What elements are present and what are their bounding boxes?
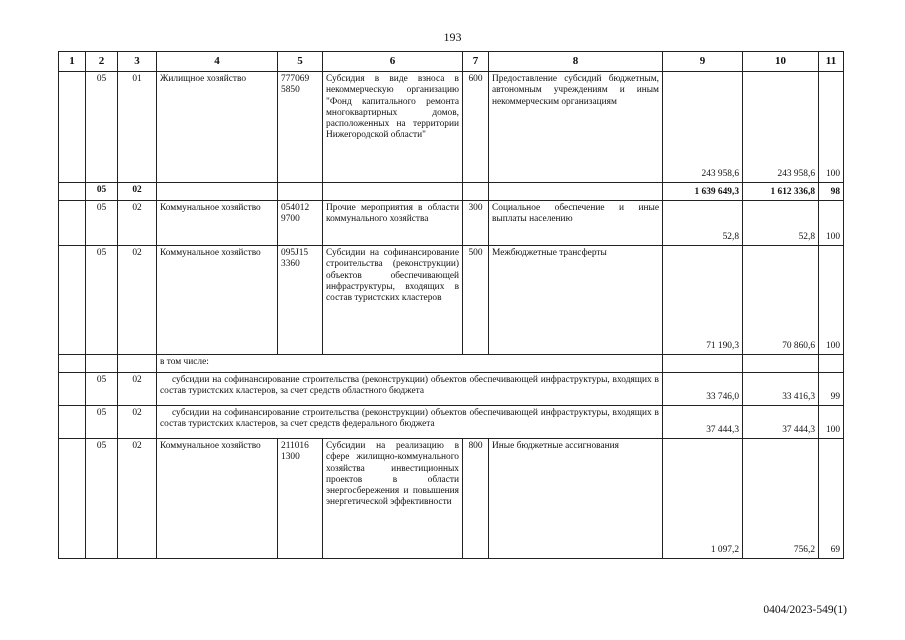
- planned-amount: 71 190,3: [663, 246, 743, 355]
- actual-amount: 70 860,6: [743, 246, 819, 355]
- planned-amount: 1 639 649,3: [663, 183, 743, 201]
- header-cell: 11: [819, 52, 844, 72]
- expense-type-code: 300: [463, 201, 489, 246]
- actual-amount: 37 444,3: [743, 406, 819, 439]
- subsidy-description: субсидии на софинансирование строительства (реконструкции) объектов обеспечивающей инфраструктуры, входящих в состав туристских кластеров, за счет средств областного бюджета: [157, 373, 663, 406]
- subsection-code: 02: [118, 406, 157, 439]
- target-article: 095J15 3360: [278, 246, 323, 355]
- header-cell: 10: [743, 52, 819, 72]
- expense-type-code: 500: [463, 246, 489, 355]
- expense-type-code: 800: [463, 439, 489, 559]
- subsection-code: 01: [118, 72, 157, 183]
- expense-type-code: 600: [463, 72, 489, 183]
- header-cell: 5: [278, 52, 323, 72]
- table-row: [59, 246, 844, 355]
- document-code: 0404/2023-549(1): [763, 604, 847, 616]
- header-cell: 7: [463, 52, 489, 72]
- table-row: [59, 439, 844, 559]
- expense-type-name: Иные бюджетные ассигнования: [489, 439, 663, 559]
- table-row-subtotal: [59, 183, 844, 201]
- actual-amount: 52,8: [743, 201, 819, 246]
- section-code: 05: [86, 201, 118, 246]
- execution-percent: 100: [819, 246, 844, 355]
- planned-amount: 33 746,0: [663, 373, 743, 406]
- target-article: 054012 9700: [278, 201, 323, 246]
- table-row: [59, 373, 844, 406]
- header-cell: 1: [59, 52, 86, 72]
- article-name: Субсидия в виде взноса в некоммерческую организацию "Фонд капитального ремонта многоквартирных домов, расположенных на территории Нижегородской области": [323, 72, 463, 183]
- planned-amount: 1 097,2: [663, 439, 743, 559]
- planned-amount: 52,8: [663, 201, 743, 246]
- header-cell: 4: [157, 52, 278, 72]
- article-name: Субсидии на софинансирование строительства (реконструкции) объектов обеспечивающей инфраструктуры, входящих в состав туристских кластеров: [323, 246, 463, 355]
- table-header-row: [59, 52, 844, 72]
- actual-amount: 756,2: [743, 439, 819, 559]
- actual-amount: 1 612 336,8: [743, 183, 819, 201]
- execution-percent: 100: [819, 201, 844, 246]
- table-row: [59, 72, 844, 183]
- subsection-name: Коммунальное хозяйство: [157, 201, 278, 246]
- expense-type-name: Предоставление субсидий бюджетным, автономным учреждениям и иным некоммерческим организациям: [489, 72, 663, 183]
- actual-amount: 243 958,6: [743, 72, 819, 183]
- section-code: 05: [86, 439, 118, 559]
- table-row-including: [59, 355, 844, 373]
- including-label: в том числе:: [157, 355, 663, 373]
- execution-percent: 100: [819, 72, 844, 183]
- planned-amount: 243 958,6: [663, 72, 743, 183]
- budget-table: [58, 51, 844, 559]
- expense-type-name: Межбюджетные трансферты: [489, 246, 663, 355]
- target-article: 211016 1300: [278, 439, 323, 559]
- subsection-name: Коммунальное хозяйство: [157, 246, 278, 355]
- section-code: 05: [86, 246, 118, 355]
- article-name: Субсидии на реализацию в сфере жилищно-коммунального хозяйства инвестиционных проектов в области энергосбережения и повышения энергетической эффективности: [323, 439, 463, 559]
- planned-amount: 37 444,3: [663, 406, 743, 439]
- subsection-code: 02: [118, 439, 157, 559]
- subsection-name: Жилищное хозяйство: [157, 72, 278, 183]
- actual-amount: 33 416,3: [743, 373, 819, 406]
- expense-type-name: Социальное обеспечение и иные выплаты населению: [489, 201, 663, 246]
- target-article: 777069 5850: [278, 72, 323, 183]
- header-cell: 9: [663, 52, 743, 72]
- section-code: 05: [86, 72, 118, 183]
- execution-percent: 98: [819, 183, 844, 201]
- article-name: Прочие мероприятия в области коммунального хозяйства: [323, 201, 463, 246]
- execution-percent: 69: [819, 439, 844, 559]
- execution-percent: 99: [819, 373, 844, 406]
- section-code: 05: [86, 183, 118, 201]
- execution-percent: 100: [819, 406, 844, 439]
- table-row: [59, 406, 844, 439]
- subsection-name: Коммунальное хозяйство: [157, 439, 278, 559]
- section-code: 05: [86, 406, 118, 439]
- subsection-code: 02: [118, 373, 157, 406]
- subsection-code: 02: [118, 183, 157, 201]
- subsidy-description: субсидии на софинансирование строительства (реконструкции) объектов обеспечивающей инфраструктуры, входящих в состав туристских кластеров, за счет средств федерального бюджета: [157, 406, 663, 439]
- subsection-code: 02: [118, 246, 157, 355]
- header-cell: 2: [86, 52, 118, 72]
- table-row: [59, 201, 844, 246]
- header-cell: 6: [323, 52, 463, 72]
- section-code: 05: [86, 373, 118, 406]
- page-number: 193: [443, 30, 462, 44]
- subsection-code: 02: [118, 201, 157, 246]
- header-cell: 3: [118, 52, 157, 72]
- header-cell: 8: [489, 52, 663, 72]
